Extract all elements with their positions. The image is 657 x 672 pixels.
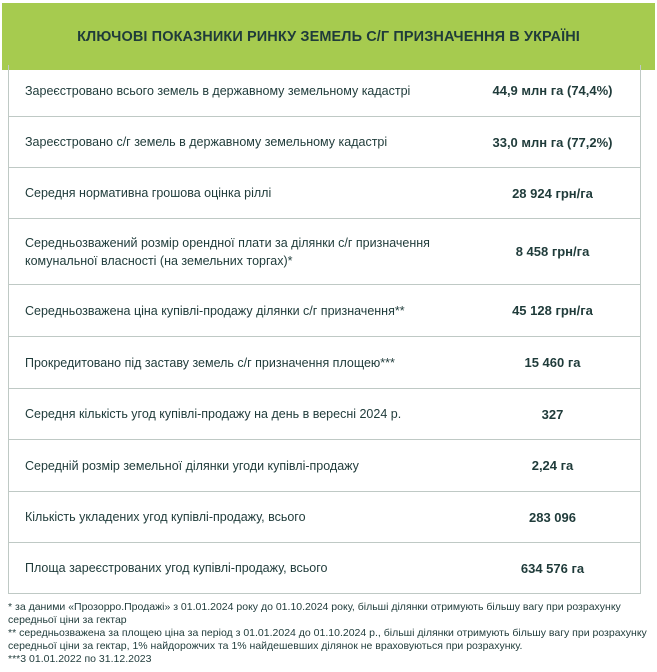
row-value: 283 096	[529, 509, 576, 525]
row-value: 44,9 млн га (74,4%)	[492, 83, 613, 98]
row-label: Середня кількість угод купівлі-продажу на день в вересні 2024 р.	[25, 407, 402, 421]
table-row	[9, 117, 640, 168]
table-row	[9, 543, 640, 594]
title-bar	[2, 3, 655, 70]
table-row	[9, 389, 640, 440]
row-value: 634 576 га	[520, 560, 585, 576]
row-value: 45 128 грн/га	[512, 303, 593, 318]
footnotes	[8, 601, 648, 666]
footnote: ***3 01.01.2022 по 31.12.2023	[8, 653, 152, 665]
page-title: КЛЮЧОВІ ПОКАЗНИКИ РИНКУ ЗЕМЕЛЬ С/Г ПРИЗНАЧЕННЯ В УКРАЇНІ	[77, 28, 580, 45]
row-label: Зареєстровано с/г земель в державному земельному кадастрі	[25, 135, 388, 149]
row-label: Зареєстровано всього земель в державному земельному кадастрі	[25, 83, 411, 98]
row-value: 15 460 га	[524, 355, 581, 370]
table-row	[9, 168, 640, 219]
row-value: 28 924 грн/га	[512, 185, 593, 201]
row-value: 33,0 млн га (77,2%)	[492, 134, 613, 150]
footnote: ** середньозважена за площею ціна за період з 01.01.2024 до 01.10.2024 р., більші ділянки отримують більшу вагу при розрахунку середньої ціни за гектар, 1% найдорожчих та 1% найдешевших ділянок не враховуються при розрахунку.	[8, 627, 647, 652]
row-label: Кількість укладених угод купівлі-продажу, всього	[25, 510, 306, 524]
row-label: Середній розмір земельної ділянки угоди купівлі-продажу	[25, 458, 359, 473]
table-row	[9, 65, 640, 117]
row-label: Прокредитовано під заставу земель с/г призначення площею***	[25, 355, 395, 370]
row-label: Середньозважена ціна купівлі-продажу ділянки с/г призначення**	[25, 303, 405, 318]
row-value: 2,24 га	[531, 458, 574, 473]
table-row	[9, 492, 640, 543]
indicators-table	[8, 65, 641, 594]
row-value: 327	[541, 406, 564, 422]
footnote: * за даними «Прозорро.Продажі» з 01.01.2024 року до 01.10.2024 року, більші ділянки отримують більшу вагу при розрахунку середньої ціни за гектар	[8, 601, 621, 626]
row-value: 8 458 грн/га	[515, 244, 590, 259]
table-row	[9, 440, 640, 492]
table-row	[9, 285, 640, 337]
row-label: Середня нормативна грошова оцінка ріллі	[25, 186, 272, 200]
table-row	[9, 219, 640, 285]
row-label: Площа зареєстрованих угод купівлі-продажу, всього	[25, 561, 328, 575]
table-row	[9, 337, 640, 389]
row-label: Середньозважений розмір орендної плати за ділянки с/г призначення комунальної власності (на земельних торгах)*	[25, 235, 430, 268]
